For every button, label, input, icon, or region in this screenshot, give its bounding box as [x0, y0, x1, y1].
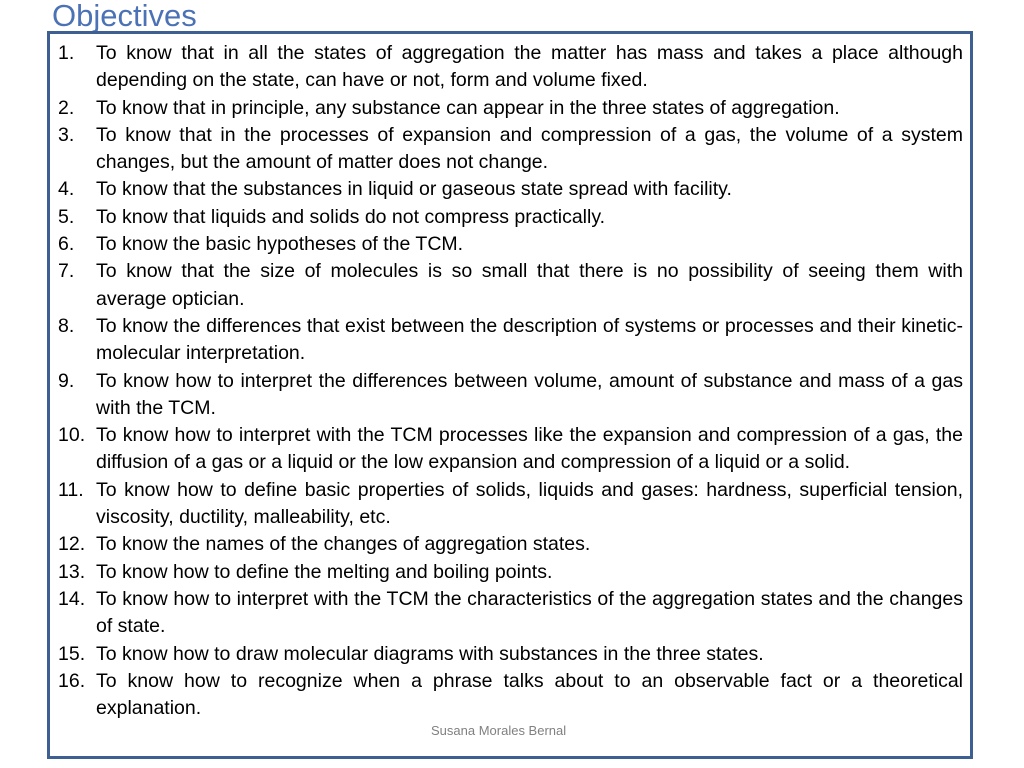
objective-text: To know how to interpret with the TCM processes like the expansion and compression of a gas, the diffusion of a gas or a liquid or the low expansion and compression of a liquid or a solid. — [96, 424, 963, 474]
objective-text: To know how to define the melting and boiling points. — [96, 560, 553, 583]
objective-item — [58, 231, 963, 258]
objectives-list — [58, 40, 963, 722]
objective-item — [58, 368, 963, 423]
objective-text: To know how to draw molecular diagrams with substances in the three states. — [96, 642, 764, 665]
objective-number: 1. — [58, 42, 75, 64]
objective-number: 9. — [58, 369, 75, 392]
objective-number: 3. — [58, 123, 75, 146]
footer-author: Susana Morales Bernal — [431, 723, 567, 738]
objective-text: To know the names of the changes of aggregation states. — [96, 533, 591, 556]
objective-text: To know how to interpret the differences between volume, amount of substance and mass of a gas with the TCM. — [96, 369, 963, 419]
objective-number: 7. — [58, 260, 75, 283]
objective-text: To know the differences that exist between the description of systems or processes and their kinetic-molecular interpretation. — [96, 314, 963, 365]
objective-text: To know the basic hypotheses of the TCM. — [96, 233, 464, 256]
objective-item — [58, 313, 963, 368]
objective-item — [58, 586, 963, 641]
objective-number: 14. — [58, 587, 86, 610]
objective-number: 6. — [58, 233, 75, 256]
objective-item — [58, 258, 963, 313]
objective-text: To know that in principle, any substance can appear in the three states of aggregation. — [96, 96, 840, 119]
objective-text: To know that the substances in liquid or gaseous state spread with facility. — [96, 178, 732, 201]
objective-item — [58, 641, 963, 668]
objective-text: To know how to define basic properties of solids, liquids and gases: hardness, superficial tension, viscosity, ductility, malleability, etc. — [96, 478, 963, 529]
objective-number: 10. — [58, 424, 86, 447]
objective-text: To know that the size of molecules is so small that there is no possibility of seeing them with average optician. — [96, 260, 963, 310]
objective-text: To know how to recognize when a phrase talks about to an observable fact or a theoretical explanation. — [96, 669, 963, 720]
slide-title: Objectives — [52, 0, 197, 33]
objective-item — [58, 40, 963, 95]
objectives-box — [47, 31, 973, 759]
objective-item — [58, 668, 963, 723]
objective-item — [58, 559, 963, 586]
objective-item — [58, 531, 963, 558]
objective-item — [58, 95, 963, 122]
objective-number: 8. — [58, 314, 75, 337]
objective-text: To know how to interpret with the TCM the characteristics of the aggregation states and the changes of state. — [96, 587, 963, 638]
objective-item — [58, 204, 963, 231]
objective-number: 11. — [58, 478, 84, 501]
objective-item — [58, 422, 963, 477]
objective-number: 5. — [58, 205, 75, 228]
objective-number: 2. — [58, 96, 75, 119]
objective-number: 13. — [58, 560, 86, 583]
objective-number: 4. — [58, 178, 75, 201]
objective-number: 12. — [58, 533, 86, 556]
objective-number: 16. — [58, 669, 86, 692]
objective-item — [58, 477, 963, 532]
objective-number: 15. — [58, 642, 86, 665]
objective-text: To know that in all the states of aggregation the matter has mass and takes a place although depending on the state, can have or not, form and volume fixed. — [96, 42, 963, 92]
objective-text: To know that in the processes of expansion and compression of a gas, the volume of a system changes, but the amount of matter does not change. — [96, 123, 963, 174]
objective-text: To know that liquids and solids do not compress practically. — [96, 205, 606, 228]
objective-item — [58, 122, 963, 177]
objective-item — [58, 176, 963, 203]
